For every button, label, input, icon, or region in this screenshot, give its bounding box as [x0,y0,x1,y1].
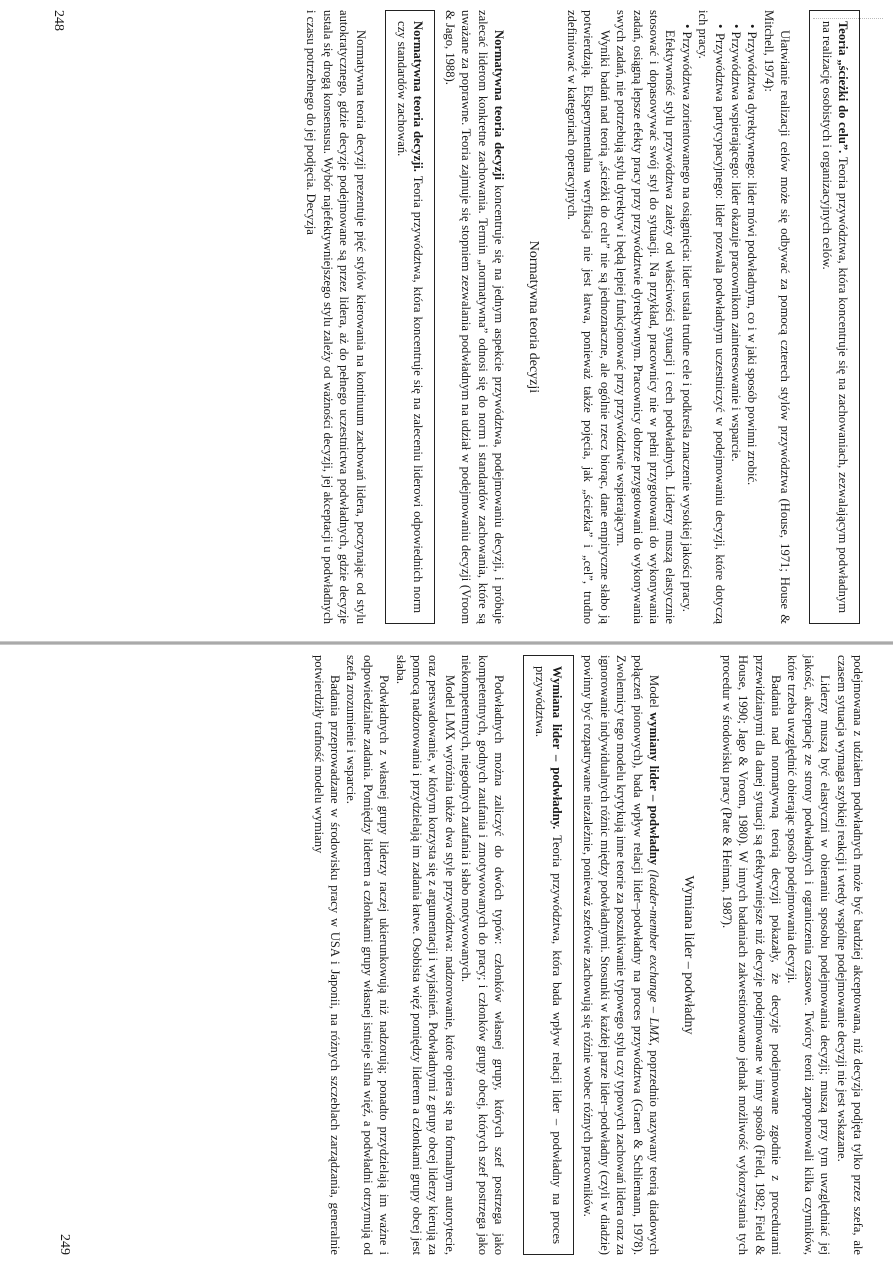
paragraph-lead: Model [646,675,661,713]
paragraph: Podwładnych z własnej grupy liderzy raczej ukierunkowują niż nadzorują; ponadto przydzielają im ważne i odpowiedzialne zadania. Pomiędzy liderem a członkami grupy własnej istnieje silna więź, a podwładni otrzymują od szefa zrozumienie i wsparcie. [344,655,392,1255]
paragraph [580,655,662,1255]
paragraph: Liderzy muszą być elastyczni w obieraniu sposobu podejmowania decyzji; muszą przy tym uwzględniać jej jakość, akceptację ze strony podwładnych i ograniczenia czasowe. Twórcy teorii zaproponowali kilka czynników, które trzeba uwzględnić obierając sposób podejmowania decyzji. [785,655,833,1255]
paragraph: Model LMX wyróżnia także dwa style przywództwa: nadzorowanie, które opiera się na formalnym autorytecie, oraz perswadowanie, w którym korzysta się z argumentacji i wyjaśnień. Podwładnymi z grupy obcej liderzy kierują za pomocą nadzorowania i przydzielają im zadania łatwe. Osobista więź pomiędzy liderem a członkami grupy obcej jest słaba. [393,655,457,1255]
book-spine-divider [0,641,893,645]
page-248 [51,10,866,630]
paragraph: Efektywność stylu przywództwa zależy od właściwości sytuacji i cech podwładnych. Liderzy muszą elastycznie stosować i dopasowywać swój styl do sytuacji. Na przykład, pracownicy nie w pełni przygotowani do wykonywania zadań, osiągną lepsze efekty pracy przy przywództwie dyrektywnym. Pracownicy dobrze przygotowani do wykonywania swych zadań, nie potrzebują stylu dyrektyw i będą lepiej funkcjonować przy przywództwie wspierającym. [614,10,678,624]
page-number: 249 [57,1234,73,1255]
paragraph [441,10,507,624]
paragraph: Normatywna teoria decyzji prezentuje pięć stylów kierowania na kontinuum zachowań lidera, poczynając od stylu autokratycznego, gdzie decyzje podejmowane są przez lidera, aż do pełnego uczestnictwa podwładnych, gdzie decyzje ustala się drogą konsensusu. Wybór najefektywniejszego stylu zależy od ważności decyzji, jej akceptacji u podwładnych i czasu potrzebnego do jej podjęcia. Decyzja [304,10,368,624]
bold-term: wymiany lider – podwładny [646,712,661,866]
paragraph: Badania przeprowadzane w środowisku pracy w USA i Japonii, na różnych szczeblach zarządzania, generalnie potwierdziły trafność modelu wymiany [311,655,343,1255]
definition-term: Wymiana lider – podwładny. [549,666,564,830]
definition-box-normative [385,10,436,624]
paragraph: Podwładnych można zaliczyć do dwóch typów: członków własnej grupy, których szef postrzega jako kompetentnych, godnych zaufania i zmotywowanych do pracy; i członków grupy obcej, których szef postrzega jako niekompetentnych, niegodnych zaufania i słabo motywowanych. [459,655,507,1255]
bullet-item: • Przywództwa wspierającego: lider okazuje pracownikom zainteresowanie i wsparcie. [728,24,743,462]
bullet-item: • Przywództwa partycypacyjnego: lider pozwala podwładnym uczestniczyć w podejmowaniu decyzji, które dotyczą ich pracy. [696,10,727,624]
definition-text [394,21,427,613]
page-249 [57,655,866,1256]
definition-body: Teoria przywództwa, która koncentruje się na zaleceniu liderowi odpowiednich norm czy standardów zachowań. [395,21,426,613]
bullet-item: • Przywództwa dyrektywnego: lider mówi podwładnym, co i w jaki sposób powinni zrobić. [745,24,760,486]
definition-text [818,21,851,613]
bullet-item: • Przywództwa zorientowanego na osiągnięcia: lider ustala trudne cele i podkreśla znaczenie wysokiej jakości pracy. [679,24,694,612]
bold-term: Normatywna teoria decyzji [492,30,507,180]
definition-body: Teoria przywództwa, która koncentruje się na zachowaniach, zezwalającym podwładnym na realizację osobistych i organizacyjnych celów. [819,21,850,613]
paragraph: Wyniki badań nad teorią „ścieżki do celu” nie są jednoznaczne, ale ogólnie rzecz biorąc, dane empiryczne słabo ją potwierdzają. Eksperymentalna weryfikacja nie jest łatwa, ponieważ także pojęcia, jak „ścieżka” i „cel”, trudno zdefiniować w kategoriach operacyjnych. [564,10,612,624]
definition-box-path-goal [809,10,860,624]
paragraph: Badania nad normatywną teorią decyzji pokazały, że decyzje podejmowane zgodnie z procedurami przewidzianymi dla danej sytuacji są efektywniejsze niż decyzje podejmowane w inny sposób (Field, 1982; Field & House, 1990; Jago & Vroom, 1980). W innych badaniach zakwestionowano jednak możliwość wykorzystania tych procedur w środowisku pracy (Pate & Heiman, 1987). [719,655,783,1255]
italic-term: (leader-member exchange – LMX, [646,865,661,1046]
definition-term: Teoria „ścieżki do celu”. [836,21,850,154]
definition-body: Teoria przywództwa, która bada wpływ relacji lider – podwładny na proces przywództwa. [533,666,564,1244]
paragraph-body: koncentruje się na jednym aspekcie przywództwa, podejmowaniu decyzji, i próbuje zalecać liderom konkretne zachowania. Termin „normatywna” odnosi się do norm i standardów zachowania, które są uważane za poprawne. Teoria zajmuje się stopniem zezwalania podwładnym na udział w podejmowaniu decyzji (Vroom & Jago, 1988). [442,10,507,625]
paragraph: Ułatwianie realizacji celów może się odbywać za pomocą czterech stylów przywództwa (House, 1971; House & Mitchell, 1974): [761,10,793,624]
page-number: 248 [51,10,67,31]
definition-term: Normatywna teoria decyzji. [411,21,426,172]
paragraph: podejmowana z udziałem podwładnych może być bardziej akceptowana, niż decyzja podjęta tylko przez szefa, ale czasem sytuacja wymaga szybkiej reakcji i wtedy wspólne podejmowanie decyzji nie jest wskazane. [834,655,865,1255]
definition-text [532,666,565,1244]
section-heading: Wymiana lider – podwładny [681,875,697,1035]
paragraph-body: poprzednio nazywany teorią diadowych połączeń pionowych), bada wpływ relacji lider–podwładny na proces przywództwa (Graen & Schliemann, 1978). Zwolennicy tego modelu krytykują inne teorie za poszukiwanie typowego stylu czy typowych zachowań lidera oraz za ignorowanie indywidualnych różnic między podwładnymi. Stosunki w każdej parze lider–podwładny (czyli w diadzie) powinny być rozpatrywane niezależnie, ponieważ szefowie zachowują się różnie wobec różnych pracowników. [581,655,661,1256]
section-heading: Normatywna teoria decyzji [526,240,542,394]
definition-box-lmx [523,655,574,1255]
